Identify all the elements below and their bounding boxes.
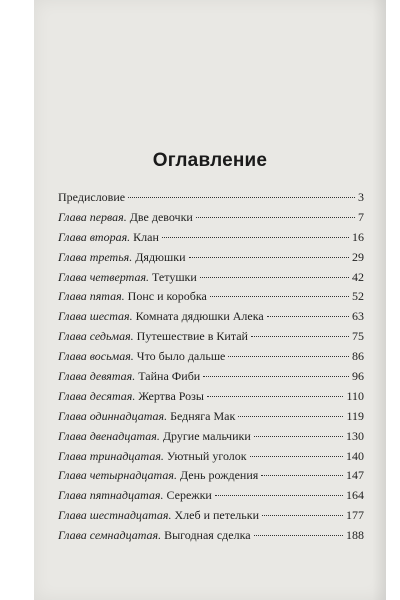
chapter-number: Глава восьмая. <box>58 349 134 364</box>
toc-entry <box>58 309 364 329</box>
chapter-title: Дядюшки <box>135 249 186 264</box>
chapter-number: Глава десятая. <box>58 388 136 403</box>
toc-entry <box>58 409 364 429</box>
chapter-title: Тайна Фиби <box>138 369 201 384</box>
toc-entry <box>58 250 364 270</box>
page-number: 177 <box>346 508 364 523</box>
page-number: 52 <box>352 289 364 304</box>
page-number: 7 <box>358 209 364 224</box>
toc-entry <box>58 389 364 409</box>
page-number: 188 <box>346 528 364 543</box>
dot-leader <box>196 217 355 218</box>
toc-entry <box>58 429 364 449</box>
chapter-title: Комната дядюшки Алека <box>135 309 264 324</box>
chapter-number: Глава четырнадцатая. <box>58 468 177 483</box>
page-number: 119 <box>346 408 364 423</box>
page-number: 96 <box>352 369 364 384</box>
chapter-title: Другие мальчики <box>162 428 251 443</box>
toc-entry <box>58 210 364 230</box>
page-number: 75 <box>352 329 364 344</box>
book-page <box>34 0 386 600</box>
page-number: 29 <box>352 249 364 264</box>
toc-entry <box>58 329 364 349</box>
page-number: 140 <box>346 448 364 463</box>
chapter-number: Глава третья. <box>58 249 133 264</box>
toc-entry <box>58 508 364 528</box>
chapter-title: Уютный уголок <box>166 448 247 463</box>
toc-entry <box>58 190 364 210</box>
dot-leader <box>238 416 343 417</box>
dot-leader <box>203 376 349 377</box>
dot-leader <box>250 456 343 457</box>
dot-leader <box>251 336 349 337</box>
toc-entry <box>58 289 364 309</box>
page-number: 3 <box>358 190 364 204</box>
dot-leader <box>267 316 349 317</box>
toc-entry <box>58 270 364 290</box>
page-number: 130 <box>346 428 364 443</box>
chapter-number: Глава одиннадцатая. <box>58 408 168 423</box>
dot-leader <box>210 296 349 297</box>
chapter-number: Глава шестнадцатая. <box>58 508 172 523</box>
chapter-title: Тетушки <box>152 269 197 284</box>
chapter-title: Выгодная сделка <box>164 528 251 543</box>
toc-entry <box>58 349 364 369</box>
chapter-number: Глава семнадцатая. <box>58 528 162 543</box>
chapter-title: Две девочки <box>129 209 193 224</box>
chapter-title: Предисловие <box>58 190 126 204</box>
page-number: 63 <box>352 309 364 324</box>
dot-leader <box>200 277 349 278</box>
page-number: 42 <box>352 269 364 284</box>
chapter-number: Глава четвертая. <box>58 269 150 284</box>
toc-entry <box>58 488 364 508</box>
chapter-title: Клан <box>133 229 159 244</box>
chapter-number: Глава пятая. <box>58 289 125 304</box>
toc-entry <box>58 230 364 250</box>
chapter-number: Глава пятнадцатая. <box>58 488 164 503</box>
chapter-number: Глава тринадцатая. <box>58 448 164 463</box>
toc-entry <box>58 369 364 389</box>
dot-leader <box>162 237 349 238</box>
page-number: 147 <box>346 468 364 483</box>
dot-leader <box>261 475 343 476</box>
page-number: 16 <box>352 229 364 244</box>
dot-leader <box>228 356 349 357</box>
chapter-number: Глава шестая. <box>58 309 133 324</box>
toc-entry <box>58 528 364 548</box>
page-title: Оглавление <box>152 150 268 171</box>
chapter-title: Сережки <box>166 488 212 503</box>
page-number: 86 <box>352 349 364 364</box>
dot-leader <box>254 436 343 437</box>
dot-leader <box>189 257 349 258</box>
page-number: 164 <box>346 488 364 503</box>
dot-leader <box>207 396 343 397</box>
dot-leader <box>262 515 343 516</box>
chapter-number: Глава двенадцатая. <box>58 428 160 443</box>
chapter-title: Бедняга Мак <box>170 408 236 423</box>
chapter-title: Путешествие в Китай <box>136 329 248 344</box>
dot-leader <box>254 535 343 536</box>
dot-leader <box>215 495 343 496</box>
chapter-number: Глава седьмая. <box>58 329 134 344</box>
chapter-number: Глава вторая. <box>58 229 131 244</box>
page-number: 110 <box>346 388 364 403</box>
toc-entry <box>58 468 364 488</box>
chapter-number: Глава девятая. <box>58 369 136 384</box>
chapter-number: Глава первая. <box>58 209 127 224</box>
toc-list <box>58 190 364 548</box>
dot-leader <box>128 197 355 198</box>
chapter-title: Хлеб и петельки <box>174 508 260 523</box>
chapter-title: Что было дальше <box>136 349 226 364</box>
chapter-title: Жертва Розы <box>138 388 204 403</box>
toc-entry <box>58 449 364 469</box>
chapter-title: Понс и коробка <box>127 289 207 304</box>
chapter-title: День рождения <box>179 468 259 483</box>
